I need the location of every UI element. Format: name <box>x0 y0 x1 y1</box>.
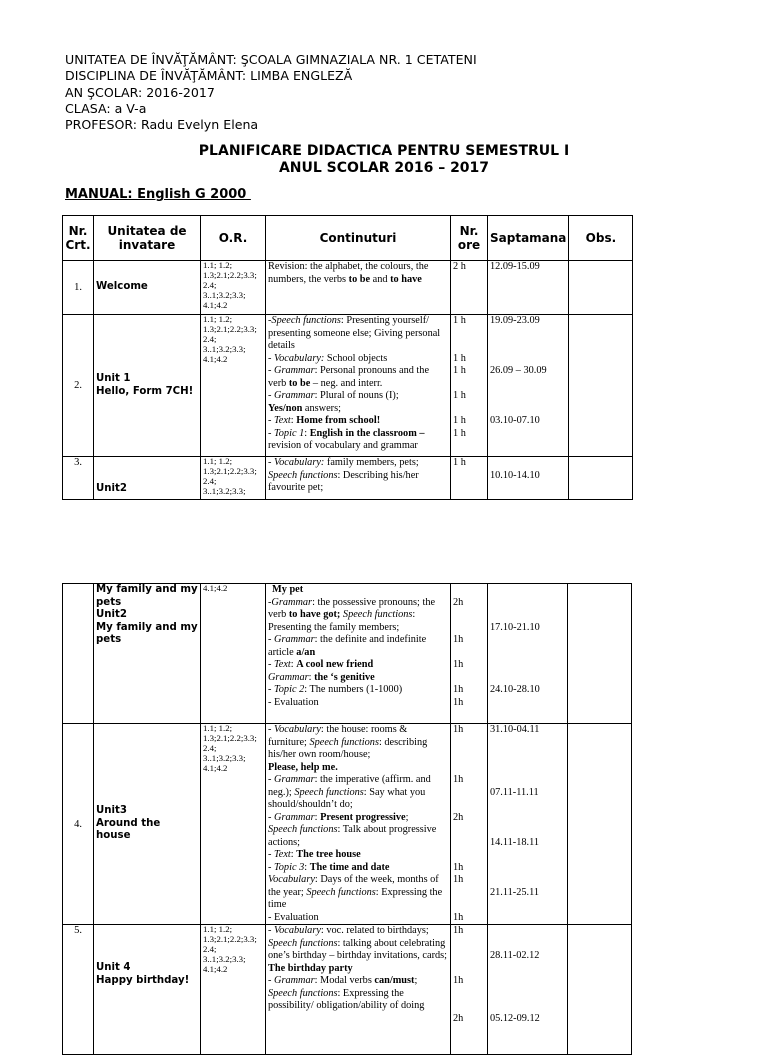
teacher-line: PROFESOR: Radu Evelyn Elena <box>65 117 259 133</box>
unit-name: Unit 1 Hello, Form 7CH! <box>94 315 201 457</box>
col-header-hours: Nr. ore <box>451 216 488 261</box>
week-cell: 28.11-02.12 05.12-09.12 <box>488 925 568 1055</box>
table-row <box>63 457 633 500</box>
unit-name: Welcome <box>94 261 201 315</box>
row-number: 2. <box>63 315 94 457</box>
unit-name: Unit 4 Happy birthday! <box>94 925 201 1055</box>
week-cell: 17.10-21.10 24.10-28.10 <box>488 584 568 724</box>
content-cell: -Speech functions: Presenting yourself/ presenting someone else; Giving personal details - Vocabulary: School objects - Grammar: Personal pronouns and the verb to be – neg. and interr. - Grammar: Plural of nouns (I); Yes/non answers; - Text: Home from school! - Topic 1: English in the classroom – revision of vocabulary and grammar <box>266 315 451 457</box>
hours-cell: 1h 1h 2h 1h 1h 1h <box>451 724 488 925</box>
week-cell: 12.09-15.09 <box>488 261 569 315</box>
document-title-line1: PLANIFICARE DIDACTICA PENTRU SEMESTRUL I <box>198 143 570 159</box>
table-row <box>63 724 632 925</box>
table-row <box>63 925 632 1055</box>
col-header-content: Continuturi <box>266 216 451 261</box>
or-codes: 1.1; 1.2; 1.3;2.1;2.2;3.3; 2.4; 3..1;3.2;3.3; 4.1;4.2 <box>201 315 266 457</box>
discipline-line: DISCIPLINA DE ÎNVĂŢĂMÂNT: LIMBA ENGLEZĂ <box>65 68 353 84</box>
col-header-obs: Obs. <box>569 216 633 261</box>
obs-cell <box>568 724 632 925</box>
week-cell: 10.10-14.10 <box>488 457 569 500</box>
document-title-line2: ANUL SCOLAR 2016 – 2017 <box>278 160 490 176</box>
table-header-row <box>63 216 633 261</box>
hours-cell: 1 h 1 h 1 h 1 h 1 h 1 h <box>451 315 488 457</box>
hours-cell: 2h 1h 1h 1h 1h <box>451 584 488 724</box>
hours-cell: 1h 1h 2h <box>451 925 488 1055</box>
week-cell: 31.10-04.11 07.11-11.11 14.11-18.11 21.11-25.11 <box>488 724 568 925</box>
row-number: 4. <box>63 724 94 925</box>
row-number: 3. <box>63 457 94 500</box>
content-cell: - Vocabulary: voc. related to birthdays; Speech functions: talking about celebrating one’s birthday – birthday invitations, cards; The birthday party - Grammar: Modal verbs can/must; Speech functions: Expressing the possibility/ obligation/ability of doing <box>266 925 451 1055</box>
unit-name: Unit2 <box>94 457 201 500</box>
col-header-week: Saptamana <box>488 216 569 261</box>
content-cell: - Vocabulary: family members, pets; Speech functions: Describing his/her favourite pet; <box>266 457 451 500</box>
col-header-nr: Nr. Crt. <box>63 216 94 261</box>
unit-name: Unit3 Around the house <box>94 724 201 925</box>
planning-table-page2 <box>62 583 632 1055</box>
or-codes: 4.1;4.2 <box>201 584 266 724</box>
obs-cell <box>568 925 632 1055</box>
col-header-or: O.R. <box>201 216 266 261</box>
content-cell: Revision: the alphabet, the colours, the numbers, the verbs to be and to have <box>266 261 451 315</box>
content-cell: - Vocabulary: the house: rooms & furniture; Speech functions: describing his/her own room/house; Please, help me. - Grammar: the imperative (affirm. and neg.); Speech functions: Say what you should/shouldn’t do; - Grammar: Present progressive; Speech functions: Talk about progressive actions; - Text: The tree house - Topic 3: The time and date Vocabulary: Days of the week, months of the year; Speech functions: Expressing the time - Evaluation <box>266 724 451 925</box>
or-codes: 1.1; 1.2; 1.3;2.1;2.2;3.3; 2.4; 3..1;3.2;3.3; 4.1;4.2 <box>201 724 266 925</box>
manual-label: MANUAL: English G 2000 <box>65 187 251 202</box>
row-number: 1. <box>63 261 94 315</box>
obs-cell <box>569 457 633 500</box>
class-line: CLASA: a V-a <box>65 100 147 116</box>
or-codes: 1.1; 1.2; 1.3;2.1;2.2;3.3; 2.4; 3..1;3.2;3.3; <box>201 457 266 500</box>
table-row <box>63 261 633 315</box>
table-row <box>63 315 633 457</box>
or-codes: 1.1; 1.2; 1.3;2.1;2.2;3.3; 2.4; 3..1;3.2;3.3; 4.1;4.2 <box>201 925 266 1055</box>
table-row <box>63 584 632 724</box>
school-year-line: AN ŞCOLAR: 2016-2017 <box>65 84 215 100</box>
col-header-unit: Unitatea de invatare <box>94 216 201 261</box>
hours-cell: 2 h <box>451 261 488 315</box>
week-cell: 19.09-23.09 26.09 – 30.09 03.10-07.10 <box>488 315 569 457</box>
hours-cell: 1 h <box>451 457 488 500</box>
or-codes: 1.1; 1.2; 1.3;2.1;2.2;3.3; 2.4; 3..1;3.2;3.3; 4.1;4.2 <box>201 261 266 315</box>
obs-cell <box>569 315 633 457</box>
planning-table-page1 <box>62 215 633 500</box>
unit-name: My family and my pets Unit2 My family and my pets <box>94 584 201 724</box>
obs-cell <box>568 584 632 724</box>
document-header <box>65 52 477 133</box>
row-number <box>63 584 94 724</box>
content-cell: My pet -Grammar: the possessive pronouns; the verb to have got; Speech functions: Presenting the family members; - Grammar: the definite and indefinite article a/an - Text: A cool new friend Grammar: the ‘s genitive - Topic 2: The numbers (1-1000) - Evaluation <box>266 584 451 724</box>
row-number: 5. <box>63 925 94 1055</box>
school-unit-line: UNITATEA DE ÎNVĂŢĂMÂNT: ŞCOALA GIMNAZIALA NR. 1 CETATENI <box>65 52 477 67</box>
obs-cell <box>569 261 633 315</box>
